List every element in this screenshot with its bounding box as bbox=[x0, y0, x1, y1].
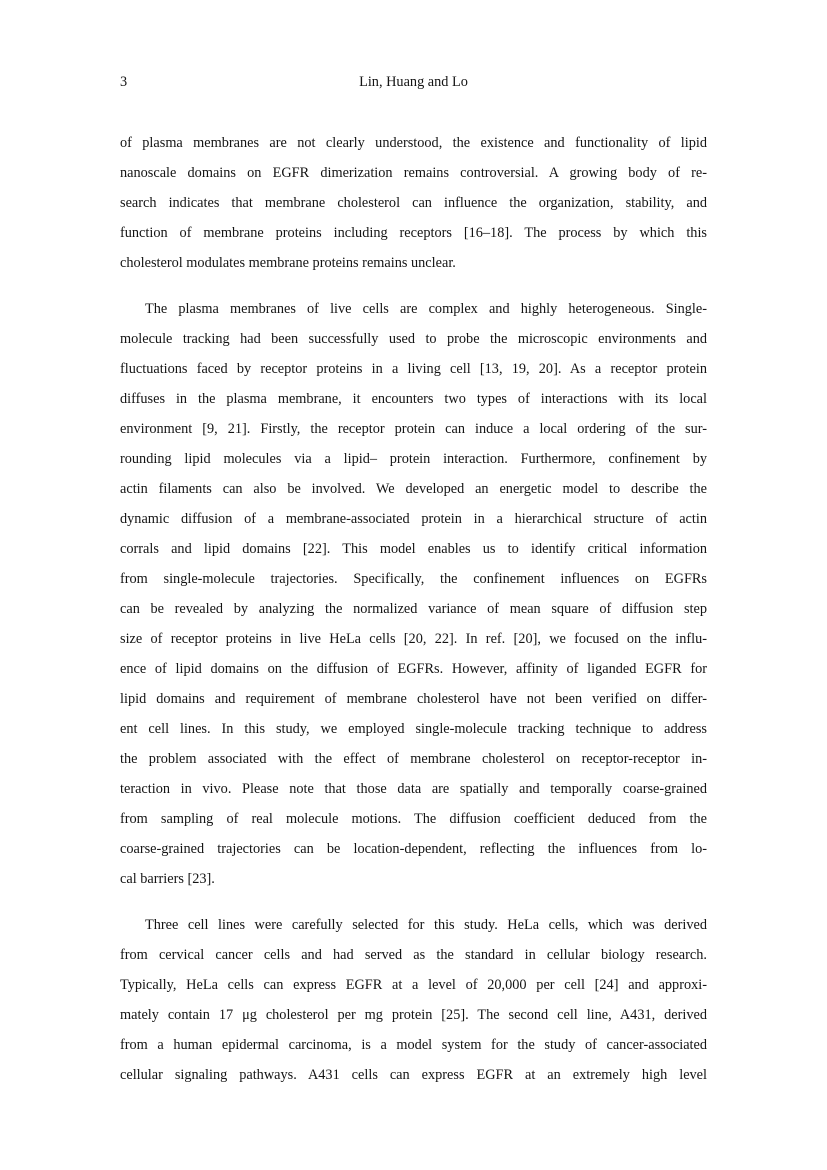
text-line: cal barriers [23]. bbox=[120, 871, 215, 887]
text-line: environment [9, 21]. Firstly, the receptor protein can induce a local ordering of the sur- bbox=[120, 421, 707, 437]
running-title: Lin, Huang and Lo bbox=[359, 74, 468, 90]
paragraph bbox=[120, 294, 707, 894]
running-header bbox=[120, 72, 707, 92]
page-number: 3 bbox=[120, 74, 128, 90]
text-line: the problem associated with the effect of membrane cholesterol on receptor-receptor in- bbox=[120, 751, 707, 767]
text-line: from sampling of real molecule motions. The diffusion coefficient deduced from the bbox=[120, 811, 707, 827]
text-line: from cervical cancer cells and had served as the standard in cellular biology research. bbox=[120, 947, 707, 963]
text-line: ence of lipid domains on the diffusion of EGFRs. However, affinity of liganded EGFR for bbox=[120, 661, 707, 677]
paragraph bbox=[120, 910, 707, 1090]
text-line: ent cell lines. In this study, we employed single-molecule tracking technique to address bbox=[120, 721, 707, 737]
text-line: cholesterol modulates membrane proteins remains unclear. bbox=[120, 255, 456, 271]
paragraph bbox=[120, 128, 707, 278]
text-line: rounding lipid molecules via a lipid– protein interaction. Furthermore, confinement by bbox=[120, 451, 707, 467]
text-line: cellular signaling pathways. A431 cells can express EGFR at an extremely high level bbox=[120, 1067, 707, 1083]
body-text bbox=[120, 128, 707, 1090]
text-line: corrals and lipid domains [22]. This model enables us to identify critical information bbox=[120, 541, 707, 557]
text-line: Typically, HeLa cells can express EGFR at a level of 20,000 per cell [24] and approxi- bbox=[120, 977, 707, 993]
text-line: can be revealed by analyzing the normalized variance of mean square of diffusion step bbox=[120, 601, 707, 617]
text-line: function of membrane proteins including receptors [16–18]. The process by which this bbox=[120, 225, 707, 241]
text-line: fluctuations faced by receptor proteins in a living cell [13, 19, 20]. As a receptor protein bbox=[120, 361, 707, 377]
text-line: from single-molecule trajectories. Specifically, the confinement influences on EGFRs bbox=[120, 571, 707, 587]
text-line: diffuses in the plasma membrane, it encounters two types of interactions with its local bbox=[120, 391, 707, 407]
text-line: nanoscale domains on EGFR dimerization remains controversial. A growing body of re- bbox=[120, 165, 707, 181]
text-line: Three cell lines were carefully selected for this study. HeLa cells, which was derived bbox=[145, 917, 707, 933]
text-line: of plasma membranes are not clearly understood, the existence and functionality of lipid bbox=[120, 135, 707, 151]
text-line: mately contain 17 μg cholesterol per mg protein [25]. The second cell line, A431, derived bbox=[120, 1007, 707, 1023]
text-line: The plasma membranes of live cells are complex and highly heterogeneous. Single- bbox=[145, 301, 707, 317]
text-line: size of receptor proteins in live HeLa cells [20, 22]. In ref. [20], we focused on the influ- bbox=[120, 631, 707, 647]
text-line: dynamic diffusion of a membrane-associated protein in a hierarchical structure of actin bbox=[120, 511, 707, 527]
text-line: lipid domains and requirement of membrane cholesterol have not been verified on differ- bbox=[120, 691, 707, 707]
text-line: from a human epidermal carcinoma, is a model system for the study of cancer-associated bbox=[120, 1037, 707, 1053]
text-line: coarse-grained trajectories can be location-dependent, reflecting the influences from lo- bbox=[120, 841, 707, 857]
text-line: teraction in vivo. Please note that those data are spatially and temporally coarse-grained bbox=[120, 781, 707, 797]
text-line: actin filaments can also be involved. We developed an energetic model to describe the bbox=[120, 481, 707, 497]
text-line: molecule tracking had been successfully used to probe the microscopic environments and bbox=[120, 331, 707, 347]
text-line: search indicates that membrane cholesterol can influence the organization, stability, and bbox=[120, 195, 707, 211]
